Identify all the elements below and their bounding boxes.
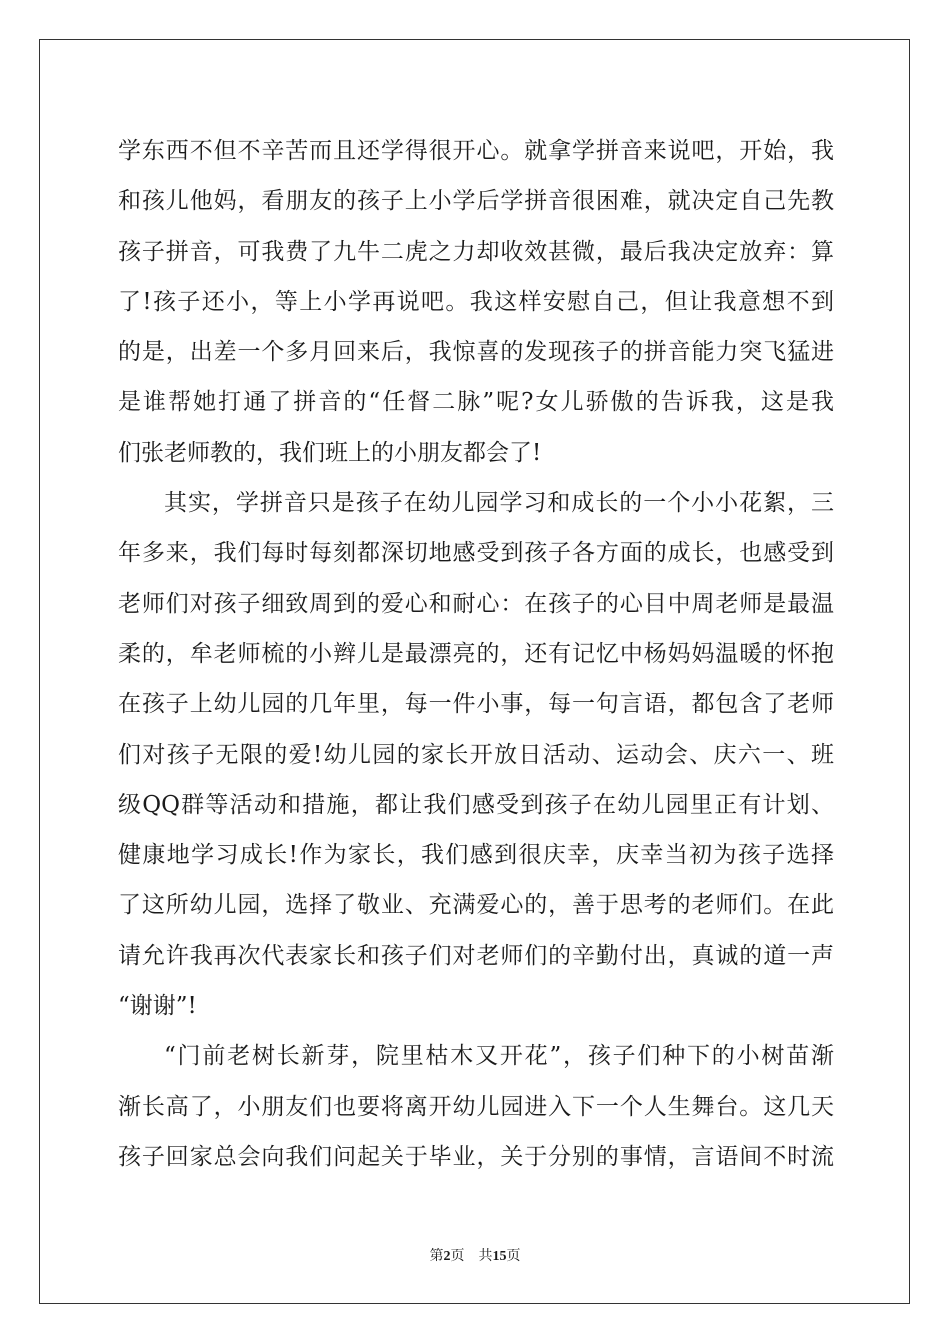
text-line: “谢谢”! (118, 993, 197, 1020)
text-line: 的是，出差一个多月回来后，我惊喜的发现孩子的拼音能力突飞猛进 (118, 339, 834, 366)
text-line: 请允许我再次代表家长和孩子们对老师们的辛勤付出，真诚的道一声 (118, 942, 834, 969)
text-line: 孩子拼音，可我费了九牛二虎之力却收效甚微，最后我决定放弃：算 (118, 238, 834, 265)
body-text (118, 126, 834, 1182)
text-line: 孩子回家总会向我们问起关于毕业，关于分别的事情，言语间不时流 (118, 1143, 834, 1170)
text-line: 在孩子上幼儿园的几年里，每一件小事，每一句言语，都包含了老师 (118, 691, 834, 718)
text-line: “门前老树长新芽，院里枯木又开花”，孩子们种下的小树苗渐 (164, 1043, 834, 1070)
text-line: 年多来，我们每时每刻都深切地感受到孩子各方面的成长，也感受到 (118, 540, 834, 567)
total-pages: 15 (492, 1249, 507, 1264)
text-line: 老师们对孩子细致周到的爱心和耐心：在孩子的心目中周老师是最温 (118, 590, 834, 617)
text-line: 柔的，牟老师梳的小辫儿是最漂亮的，还有记忆中杨妈妈温暖的怀抱 (118, 640, 834, 667)
text-line: 渐长高了，小朋友们也要将离开幼儿园进入下一个人生舞台。这几天 (118, 1093, 834, 1120)
text-line: 们对孩子无限的爱!幼儿园的家长开放日活动、运动会、庆六一、班 (118, 741, 834, 768)
total-pages-prefix: 共 (478, 1248, 493, 1264)
page-footer (0, 1247, 950, 1266)
text-line: 了!孩子还小，等上小学再说吧。我这样安慰自己，但让我意想不到 (118, 288, 834, 315)
page-number: 2 (443, 1249, 451, 1264)
text-line: 是谁帮她打通了拼音的“任督二脉”呢?女儿骄傲的告诉我，这是我 (118, 389, 834, 416)
page-number-suffix: 页 (450, 1248, 465, 1264)
text-line: 们张老师教的，我们班上的小朋友都会了! (118, 439, 542, 466)
page-number-prefix: 第 (429, 1248, 444, 1264)
text-line: 和孩儿他妈，看朋友的孩子上小学后学拼音很困难，就决定自己先教 (118, 188, 834, 215)
text-line: 了这所幼儿园，选择了敬业、充满爱心的，善于思考的老师们。在此 (118, 892, 834, 919)
total-pages-suffix: 页 (506, 1248, 521, 1264)
text-line: 健康地学习成长!作为家长，我们感到很庆幸，庆幸当初为孩子选择 (118, 842, 834, 869)
text-line: 学东西不但不辛苦而且还学得很开心。就拿学拼音来说吧，开始，我 (118, 138, 834, 164)
text-line: 级QQ群等活动和措施，都让我们感受到孩子在幼儿园里正有计划、 (118, 791, 834, 818)
text-line: 其实，学拼音只是孩子在幼儿园学习和成长的一个小小花絮，三 (164, 490, 834, 517)
